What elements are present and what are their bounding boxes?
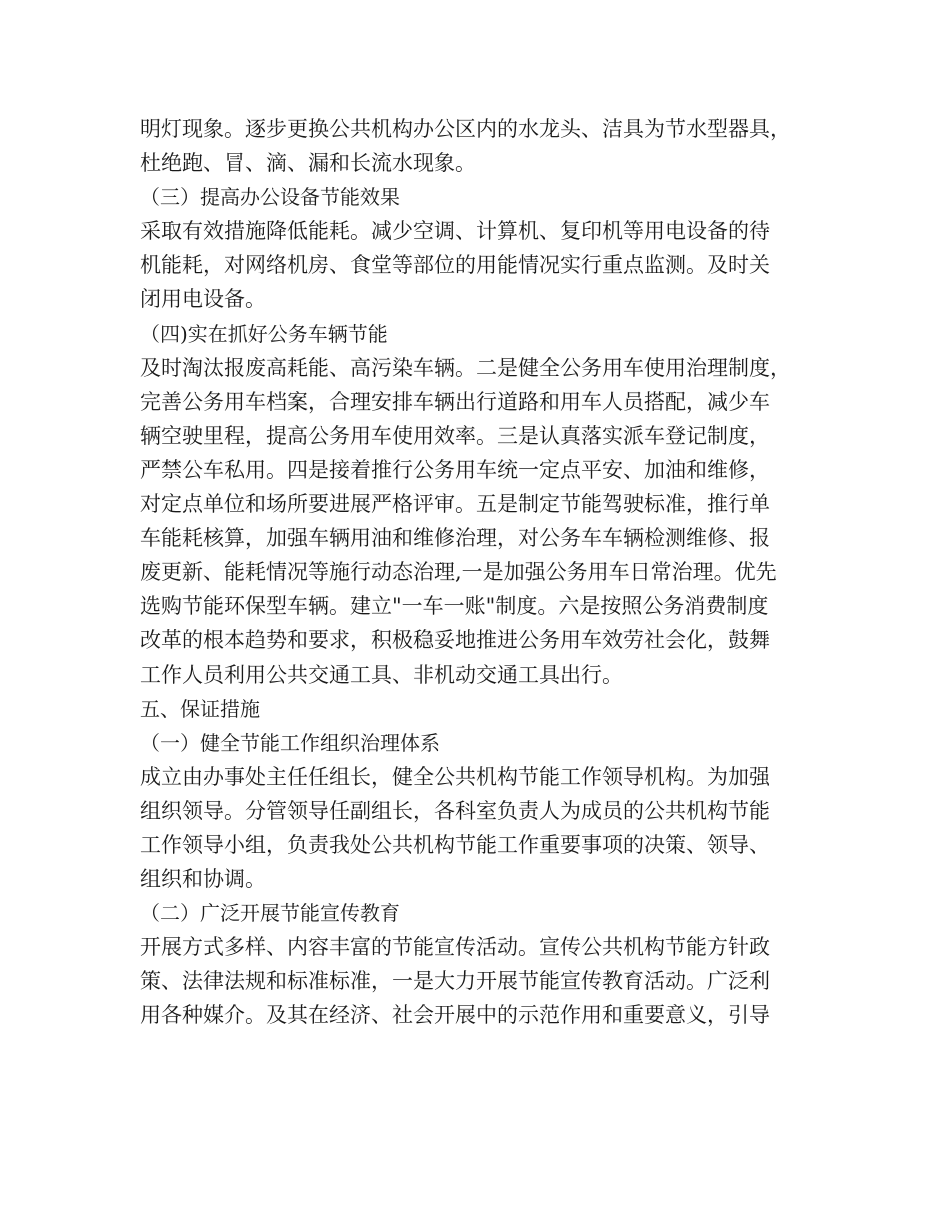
section-heading: （四)实在抓好公务车辆节能 [140, 321, 388, 346]
text-line: 改革的根本趋势和要求，积极稳妥地推进公务用车效劳社会化，鼓舞 [140, 628, 770, 653]
section-heading: 五、保证措施 [140, 696, 260, 721]
text-line: 车能耗核算，加强车辆用油和维修治理，对公务车车辆检测维修、报 [140, 526, 770, 551]
text-line: 明灯现象。逐步更换公共机构办公区内的水龙头、洁具为节水型器具， [140, 117, 791, 141]
text-line: 组织领导。分管领导任副组长，各科室负责人为成员的公共机构节能 [140, 798, 770, 823]
section-heading: （一）健全节能工作组织治理体系 [140, 730, 440, 755]
text-line: 工作领导小组，负责我处公共机构节能工作重要事项的决策、领导、 [140, 832, 770, 857]
text-line: 严禁公车私用。四是接着推行公务用车统一定点平安、加油和维修， [140, 457, 770, 482]
text-line: 选购节能环保型车辆。建立"一车一账"制度。六是按照公务消费制度 [140, 594, 769, 619]
text-line: 机能耗，对网络机房、食堂等部位的用能情况实行重点监测。及时关 [140, 253, 770, 278]
text-line: 及时淘汰报废高耗能、高污染车辆。二是健全公务用车使用治理制度， [140, 355, 791, 380]
text-line: 工作人员利用公共交通工具、非机动交通工具出行。 [140, 662, 623, 687]
section-heading: （三）提高办公设备节能效果 [140, 185, 400, 210]
text-line: 成立由办事处主任任组长，健全公共机构节能工作领导机构。为加强 [140, 764, 770, 789]
text-line: 开展方式多样、内容丰富的节能宣传活动。宣传公共机构节能方针政 [140, 935, 770, 960]
text-line: 用各种媒介。及其在经济、社会开展中的示范作用和重要意义，引导 [140, 1003, 770, 1028]
text-line: 组织和协调。 [140, 867, 266, 892]
text-line: 辆空驶里程，提高公务用车使用效率。三是认真落实派车登记制度， [140, 423, 770, 448]
text-line: 策、法律法规和标准标准，一是大力开展节能宣传教育活动。广泛利 [140, 969, 770, 994]
text-line: 采取有效措施降低能耗。减少空调、计算机、复印机等用电设备的待 [140, 219, 770, 244]
document-body [140, 112, 840, 1033]
text-line: 对定点单位和场所要进展严格评审。五是制定节能驾驶标准，推行单 [140, 492, 770, 517]
text-line: 闭用电设备。 [140, 287, 266, 312]
text-line: 杜绝跑、冒、滴、漏和长流水现象。 [140, 151, 476, 176]
text-line: 完善公务用车档案，合理安排车辆出行道路和用车人员搭配，减少车 [140, 389, 770, 414]
text-line: 废更新、能耗情况等施行动态治理,一是加强公务用车日常治理。优先 [140, 560, 777, 585]
section-heading: （二）广泛开展节能宣传教育 [140, 901, 400, 926]
